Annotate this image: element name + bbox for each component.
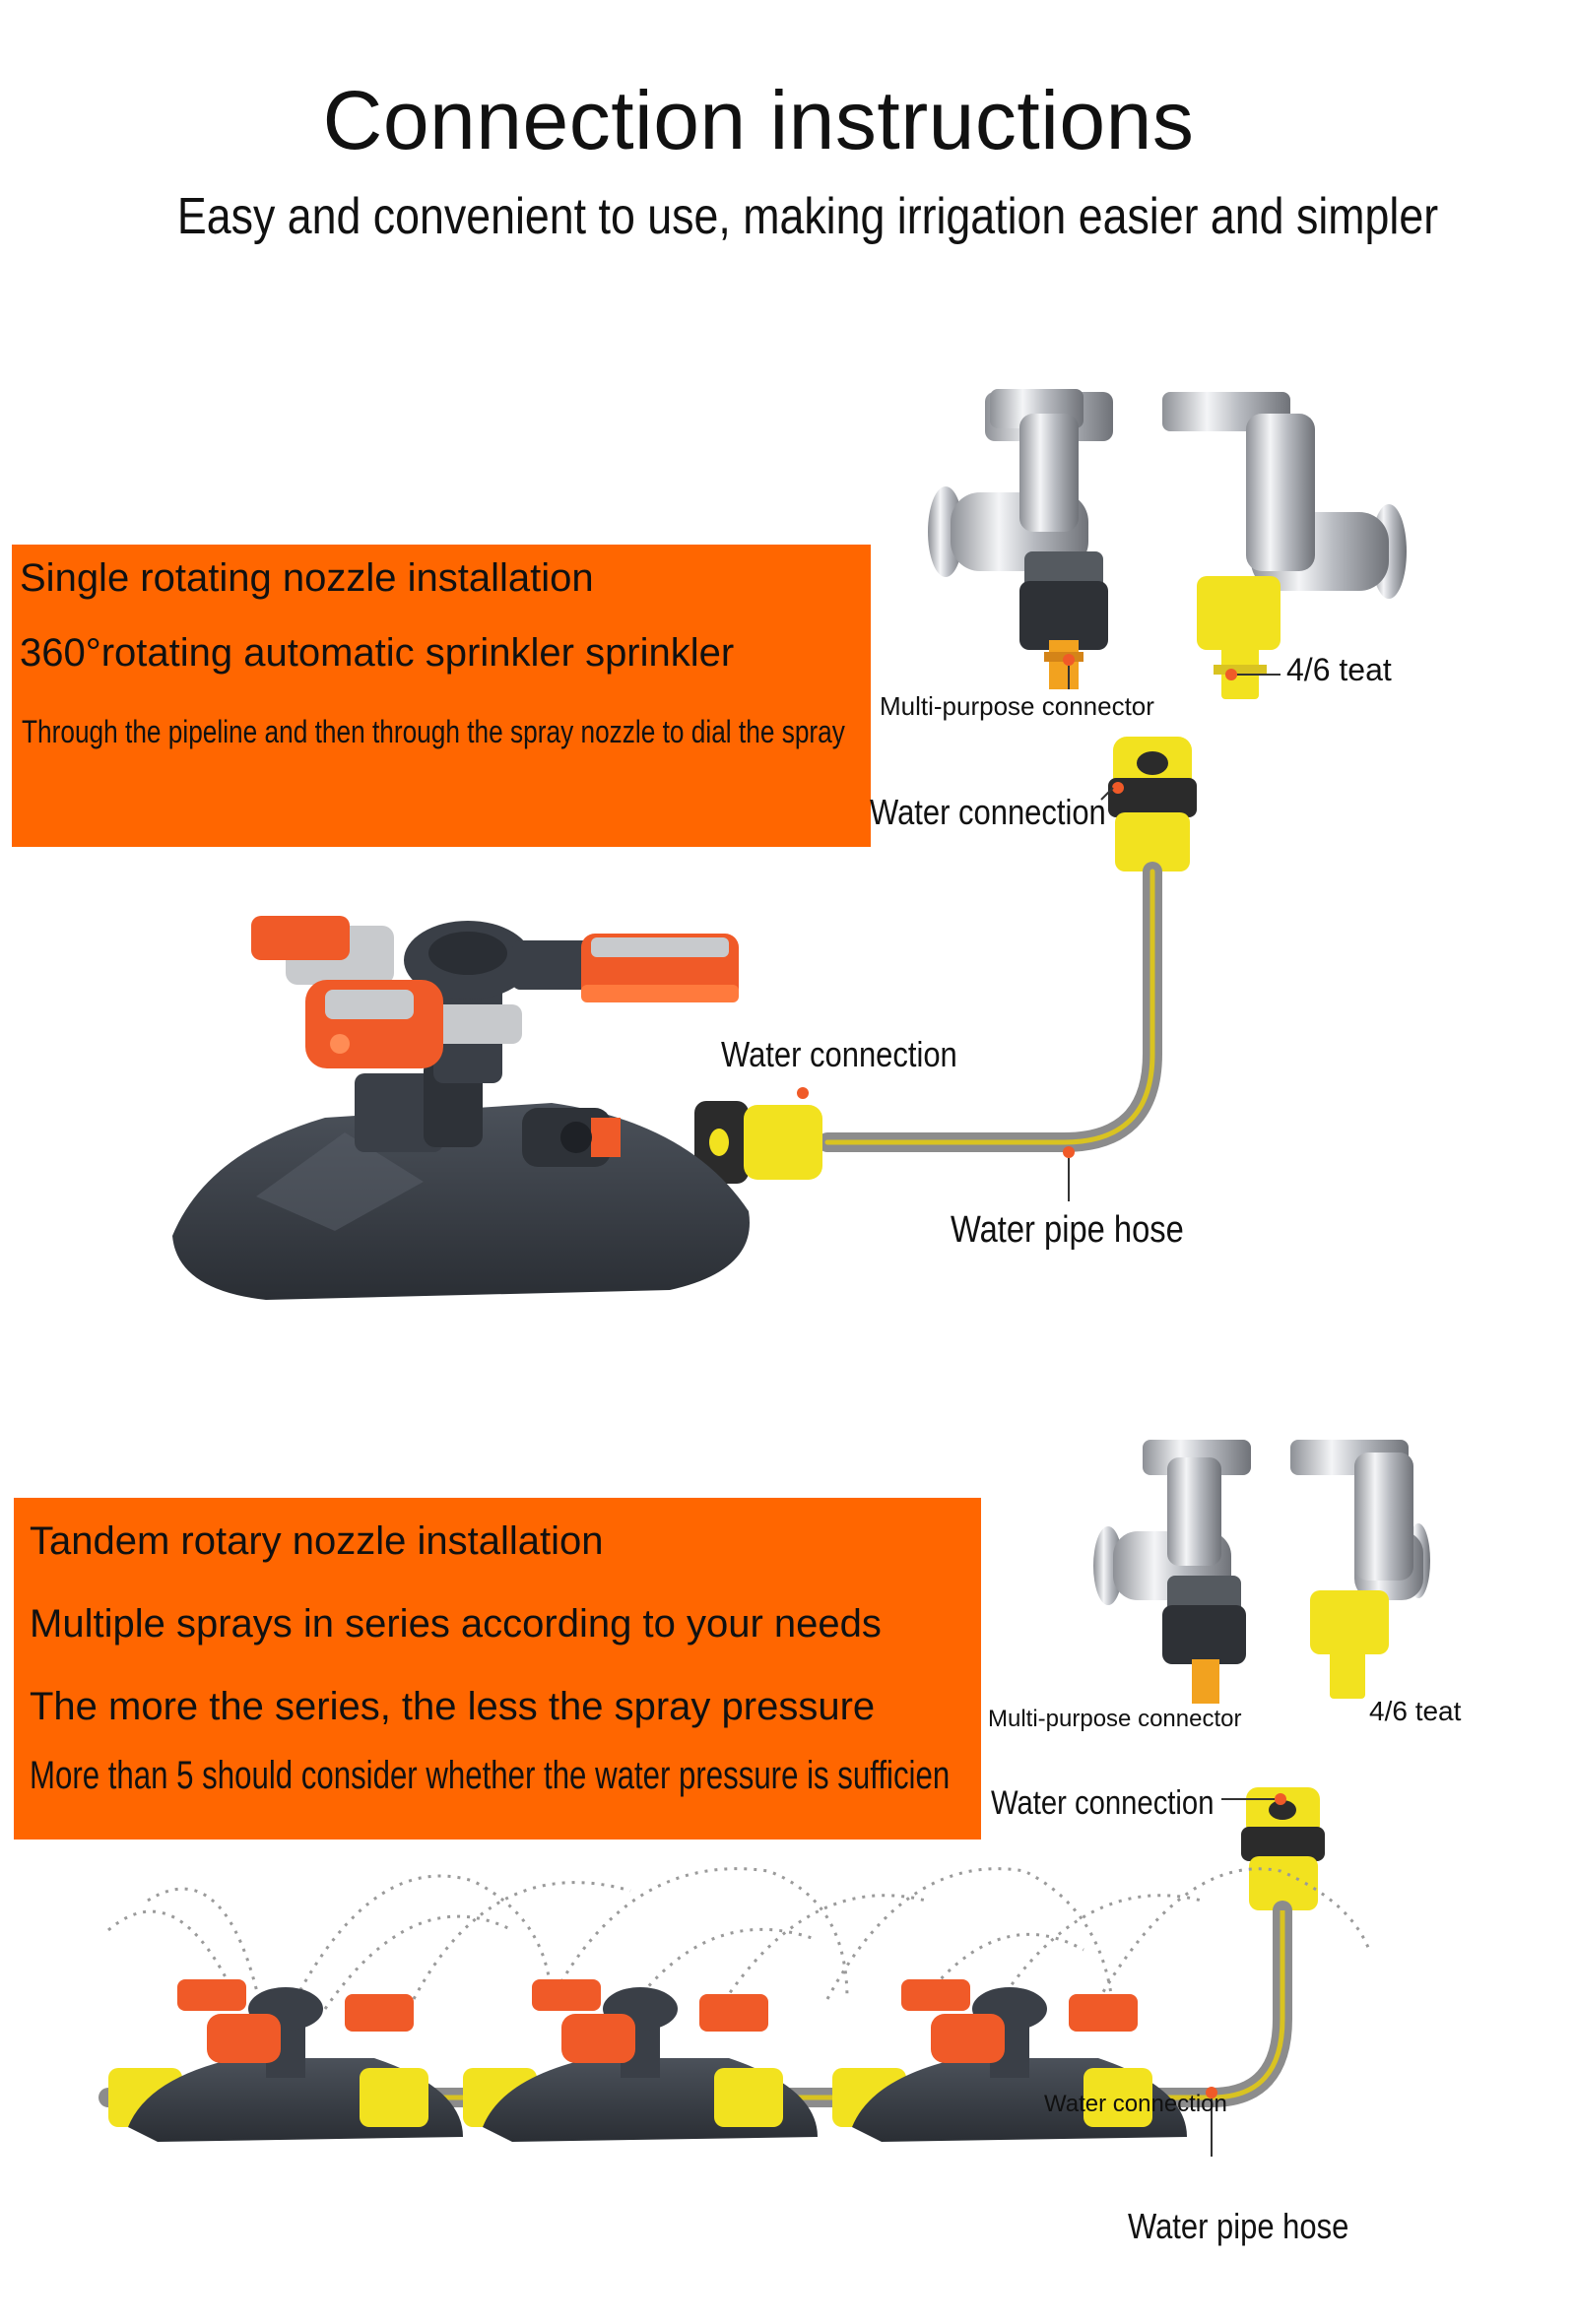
tandem-line-2: Multiple sprays in series according to your needs [30, 1602, 882, 1646]
label-multi-purpose-connector-top: Multi-purpose connector [880, 691, 1154, 721]
leader-lines [1069, 666, 1280, 2157]
tandem-heading: Tandem rotary nozzle installation [30, 1519, 604, 1563]
tandem-line-3: The more the series, the less the spray pressure [30, 1685, 876, 1728]
tandem-line-4: More than 5 should consider whether the water pressure is sufficien [30, 1754, 951, 1797]
label-multi-purpose-connector-bottom: Multi-purpose connector [988, 1706, 1242, 1732]
sprinkler-single [172, 916, 750, 1300]
single-description: Through the pipeline and then through the spray nozzle to dial the spray [22, 714, 845, 749]
label-water-connection-sprinkler: Water connection [721, 1034, 957, 1074]
leader-dots [797, 654, 1286, 2098]
water-connector-bottom [1241, 1787, 1325, 1910]
label-water-pipe-hose-top: Water pipe hose [951, 1209, 1184, 1251]
label-water-connection-tap-top: Water connection [870, 792, 1106, 832]
tandem-installation-panel [14, 1498, 981, 1840]
water-pipe-hose-top [827, 872, 1152, 1142]
single-feature: 360°rotating automatic sprinkler sprinkler [20, 631, 735, 675]
single-installation-panel [12, 545, 871, 847]
label-water-connection-tap-bottom: Water connection [991, 1784, 1215, 1822]
page-subtitle: Easy and convenient to use, making irrigation easier and simpler [176, 188, 1439, 245]
faucet-left-top [928, 389, 1113, 689]
single-heading: Single rotating nozzle installation [20, 556, 594, 600]
sprinkler-chain-1 [108, 1979, 463, 2142]
label-teat-bottom: 4/6 teat [1369, 1696, 1462, 1726]
page-title: Connection instructions [322, 74, 1195, 166]
label-water-pipe-hose-bottom: Water pipe hose [1128, 2206, 1349, 2246]
label-teat-top: 4/6 teat [1286, 652, 1392, 687]
faucet-right-bottom [1290, 1440, 1430, 1699]
sprinkler-chain-2 [463, 1979, 818, 2142]
label-water-connection-chain: Water connection [1044, 2091, 1227, 2117]
water-connector-top [1108, 737, 1197, 872]
spray-arcs [108, 1869, 1369, 2009]
faucet-left-bottom [1093, 1440, 1251, 1704]
